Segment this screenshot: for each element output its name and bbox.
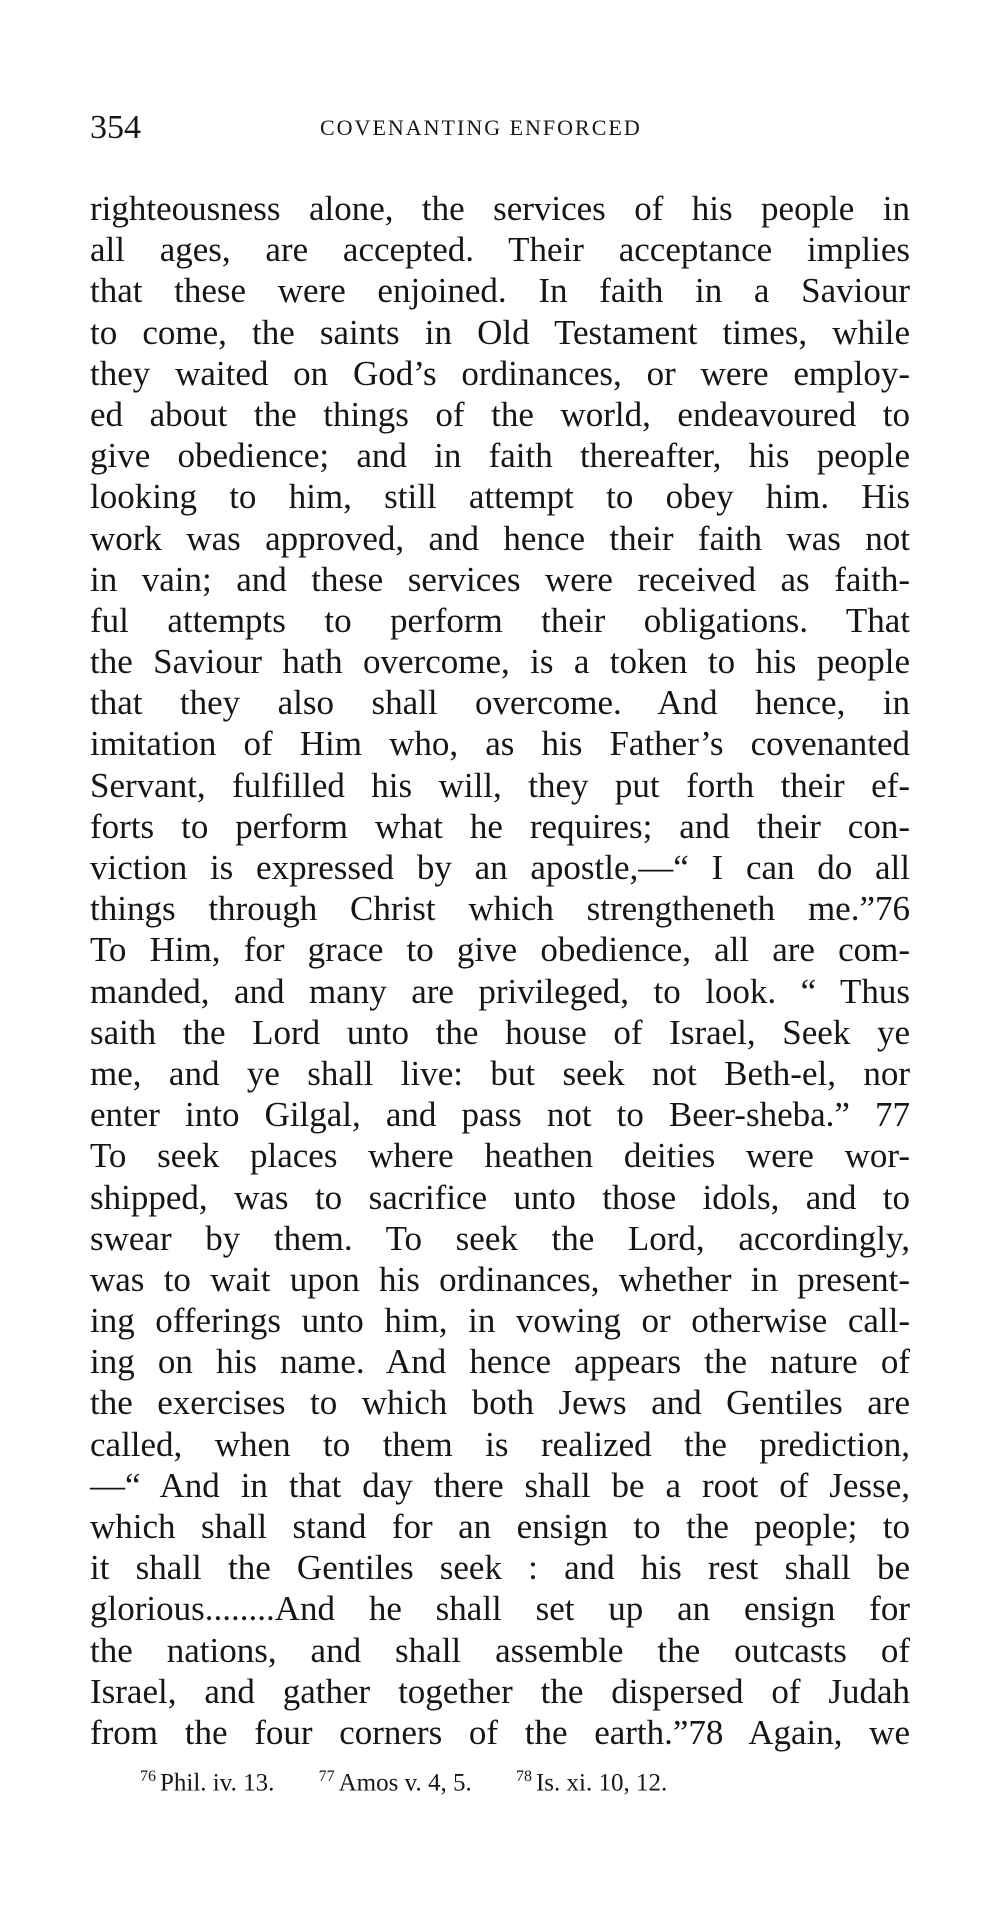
text-line: To Him, for grace to give obedience, all are com- <box>90 930 910 970</box>
text-line: that they also shall overcome. And hence, in <box>90 683 910 723</box>
text-line: me, and ye shall live: but seek not Beth-el, nor <box>90 1053 910 1093</box>
text-line: was to wait upon his ordinances, whether in present- <box>90 1259 910 1299</box>
text-line: To seek places where heathen deities were wor- <box>90 1136 910 1176</box>
text-line: enter into Gilgal, and pass not to Beer-sheba.” 77 <box>90 1095 910 1135</box>
text-line: the Saviour hath overcome, is a token to his people <box>90 642 910 682</box>
page-number: 354 <box>90 109 141 146</box>
running-head: COVENANTING ENFORCED <box>320 115 642 140</box>
footnote-mark: 76 <box>140 1768 156 1785</box>
text-line: it shall the Gentiles seek : and his rest shall be <box>90 1548 910 1588</box>
text-line: work was approved, and hence their faith was not <box>90 518 910 558</box>
text-line: from the four corners of the earth.”78 Again, we <box>90 1712 910 1752</box>
footnote-mark: 78 <box>515 1768 532 1785</box>
text-line: ful attempts to perform their obligations. That <box>90 600 910 640</box>
text-line: —“ And in that day there shall be a root of Jesse, <box>90 1465 910 1505</box>
text-line: the exercises to which both Jews and Gentiles are <box>90 1383 910 1423</box>
text-line: ing on his name. And hence appears the nature of <box>90 1342 910 1382</box>
text-line: they waited on God’s ordinances, or were employ- <box>90 353 910 393</box>
footnote-text: Is. xi. 10, 12. <box>535 1769 668 1797</box>
text-line: shipped, was to sacrifice unto those idols, and to <box>90 1177 910 1217</box>
text-line: looking to him, still attempt to obey him. His <box>90 477 910 517</box>
page-header <box>90 108 910 148</box>
text-line: called, when to them is realized the prediction, <box>90 1424 910 1464</box>
text-line: saith the Lord unto the house of Israel, Seek ye <box>90 1012 910 1052</box>
footnote <box>516 1760 667 1800</box>
text-line: ing offerings unto him, in vowing or otherwise call- <box>90 1301 910 1341</box>
text-line: which shall stand for an ensign to the people; to <box>90 1507 910 1546</box>
text-line: the nations, and shall assemble the outcasts of <box>90 1630 910 1670</box>
body-text <box>90 188 910 1753</box>
footnote-text: Amos v. 4, 5. <box>338 1769 472 1797</box>
text-line: imitation of Him who, as his Father’s covenanted <box>90 724 910 764</box>
footnote-mark: 77 <box>318 1768 335 1785</box>
footnote-text: Phil. iv. 13. <box>160 1769 275 1797</box>
text-line: to come, the saints in Old Testament times, while <box>90 312 910 352</box>
text-line: Israel, and gather together the dispersed of Judah <box>90 1671 910 1711</box>
text-line: glorious........And he shall set up an ensign for <box>90 1589 910 1629</box>
text-line: Servant, fulfilled his will, they put forth their ef- <box>90 765 910 805</box>
text-line: forts to perform what he requires; and their con- <box>90 806 910 846</box>
footnote <box>140 1760 274 1800</box>
text-line: all ages, are accepted. Their acceptance implies <box>90 230 910 270</box>
text-line: things through Christ which strengtheneth me.”76 <box>90 889 910 929</box>
text-line: in vain; and these services were received as faith- <box>90 559 910 599</box>
text-line: that these were enjoined. In faith in a Saviour <box>90 271 910 311</box>
text-line: give obedience; and in faith thereafter, his people <box>90 436 910 476</box>
text-line: swear by them. To seek the Lord, accordingly, <box>90 1218 910 1258</box>
text-line: ed about the things of the world, endeavoured to <box>90 394 910 434</box>
footnote <box>319 1760 472 1800</box>
footnotes <box>140 1760 900 1800</box>
text-line: viction is expressed by an apostle,—“ I can do all <box>90 848 910 887</box>
text-line: righteousness alone, the services of his people in <box>90 189 910 228</box>
text-line: manded, and many are privileged, to look. “ Thus <box>90 971 910 1011</box>
